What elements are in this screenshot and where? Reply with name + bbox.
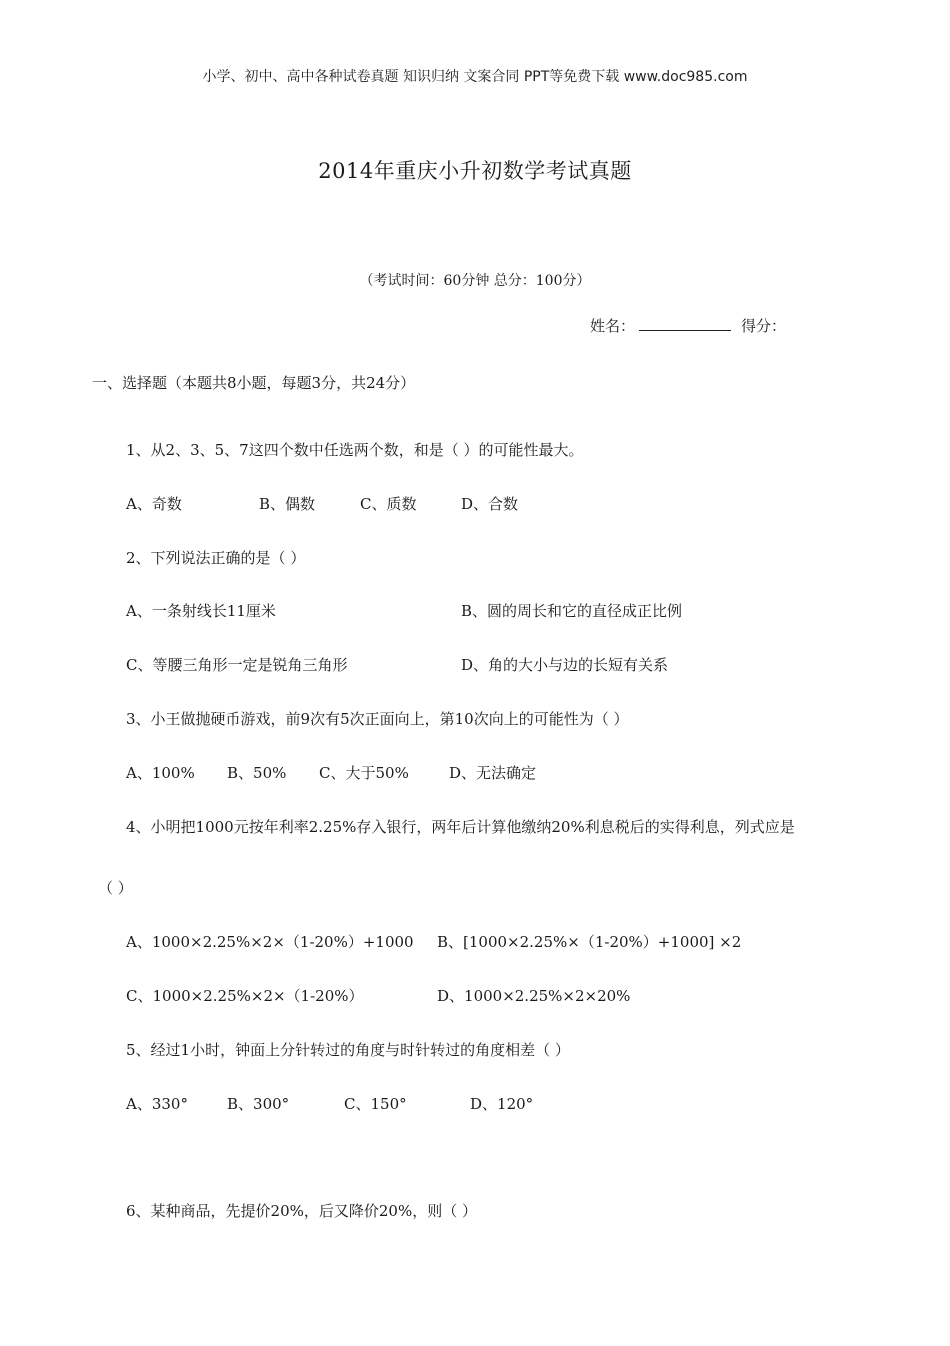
question-6: 6、某种商品，先提价20%，后又降价20%，则（ ）: [126, 1202, 477, 1220]
section-heading: 一、选择题（本题共8小题，每题3分，共24分）: [92, 374, 416, 392]
q3-option-b: B、50%: [227, 764, 287, 782]
q3-option-c: C、大于50%: [319, 764, 409, 782]
q4-option-b: B、[1000×2.25%×（1-20%）+1000] ×2: [437, 933, 742, 951]
q5-option-b: B、300°: [227, 1095, 290, 1113]
question-5: 5、经过1小时，钟面上分针转过的角度与时针转过的角度相差（ ）: [126, 1041, 570, 1059]
q2-option-d: D、角的大小与边的长短有关系: [461, 656, 669, 674]
q3-option-a: A、100%: [126, 764, 195, 782]
site-banner: 小学、初中、高中各种试卷真题 知识归纳 文案合同 PPT等免费下载 www.doc985.com: [202, 69, 748, 85]
question-2: 2、下列说法正确的是（ ）: [126, 549, 306, 567]
page-title: 2014年重庆小升初数学考试真题: [318, 159, 632, 183]
name-blank: [639, 316, 731, 331]
q2-option-b: B、圆的周长和它的直径成正比例: [461, 602, 683, 620]
q1-option-a: A、奇数: [126, 495, 182, 513]
name-score-line: [590, 315, 786, 336]
q1-option-d: D、合数: [461, 495, 519, 513]
score-label: 得分：: [741, 317, 787, 335]
q4-option-c: C、1000×2.25%×2×（1-20%）: [126, 987, 364, 1005]
q5-option-a: A、330°: [126, 1095, 188, 1113]
q2-option-c: C、等腰三角形一定是锐角三角形: [126, 656, 348, 674]
q5-option-c: C、150°: [344, 1095, 407, 1113]
q4-option-a: A、1000×2.25%×2×（1-20%）+1000: [126, 933, 414, 951]
question-4-continuation: （ ）: [98, 879, 133, 897]
q5-option-d: D、120°: [470, 1095, 534, 1113]
exam-meta: （考试时间：60分钟 总分：100分）: [359, 273, 591, 289]
q1-option-c: C、质数: [360, 495, 417, 513]
q4-option-d: D、1000×2.25%×2×20%: [437, 987, 631, 1005]
name-label: 姓名：: [590, 317, 636, 335]
q3-option-d: D、无法确定: [449, 764, 537, 782]
question-1: 1、从2、3、5、7这四个数中任选两个数，和是（ ）的可能性最大。: [126, 441, 584, 459]
q2-option-a: A、一条射线长11厘米: [126, 602, 276, 620]
question-3: 3、小王做抛硬币游戏，前9次有5次正面向上，第10次向上的可能性为（ ）: [126, 710, 629, 728]
q1-option-b: B、偶数: [259, 495, 316, 513]
question-4: 4、小明把1000元按年利率2.25%存入银行，两年后计算他缴纳20%利息税后的实得利息，列式应是: [126, 818, 795, 836]
